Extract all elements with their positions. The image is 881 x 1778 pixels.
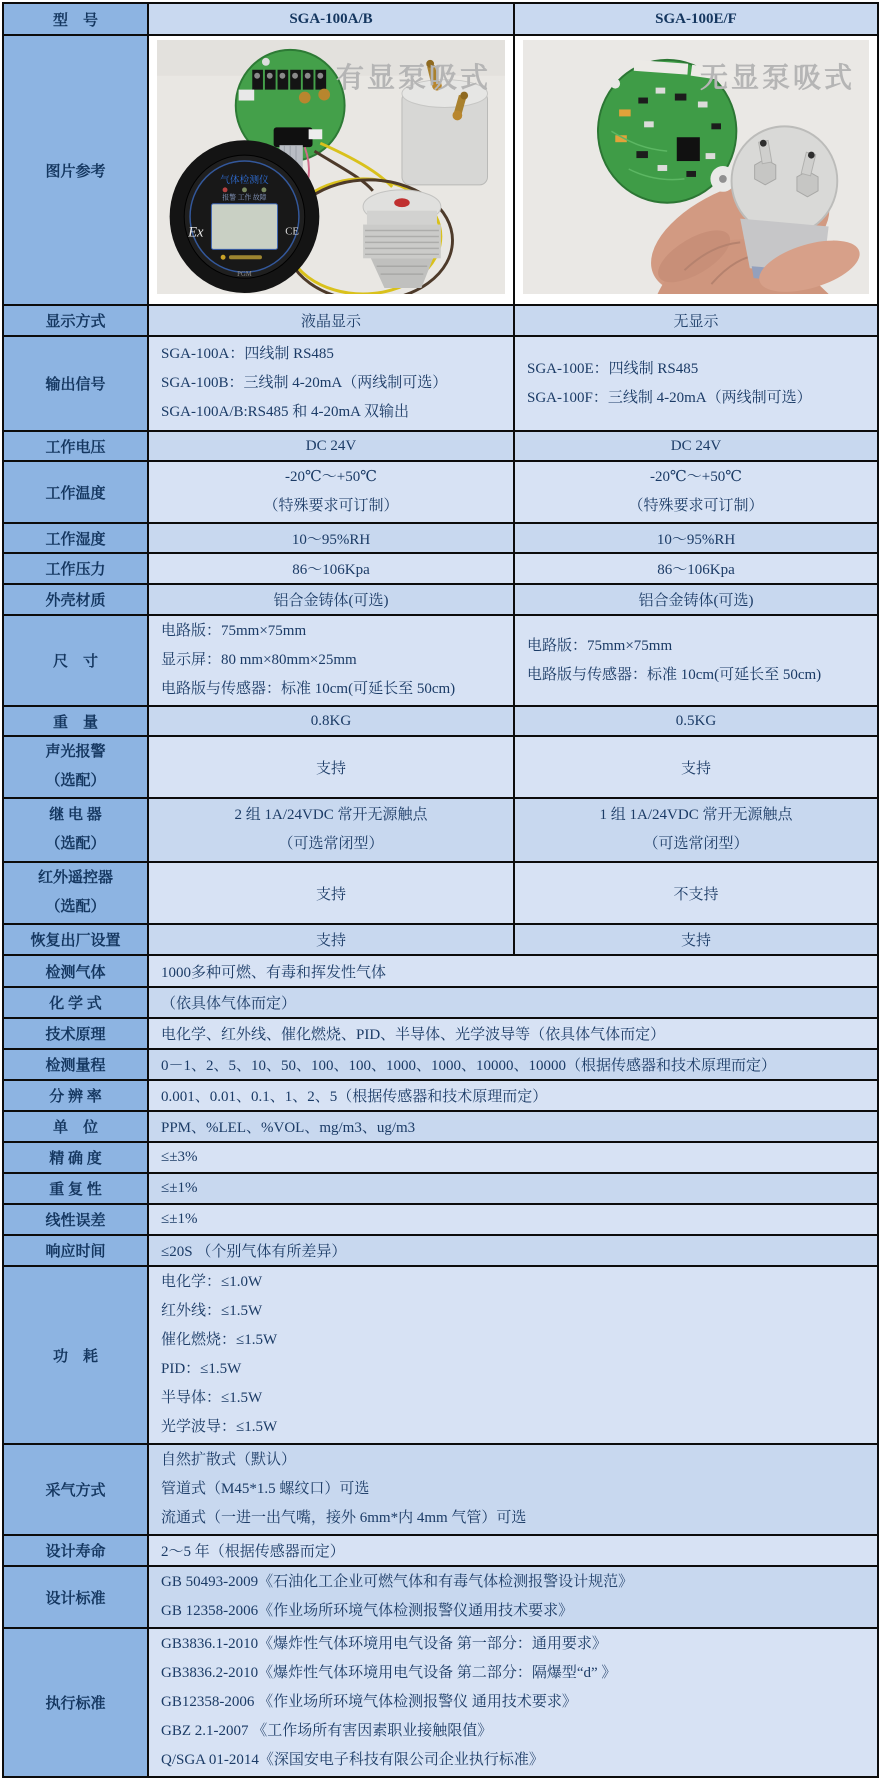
row-label: 功 耗 [3,1266,148,1444]
row-unit [3,1111,878,1142]
value-left: 0.8KG [148,706,514,736]
value-left: 支持 [148,924,514,955]
row-label: 精 确 度 [3,1142,148,1173]
ce-mark: CE [285,225,299,238]
cell-line: GB3836.1-2010《爆炸性气体环境用电气设备 第一部分：通用要求》 [161,1636,607,1652]
row-label: 单 位 [3,1111,148,1142]
model-left: SGA-100A/B [148,3,514,35]
row-chemical-formula [3,987,878,1018]
row-label: 线性误差 [3,1204,148,1235]
value-left [148,615,514,706]
cell-line: （选配） [45,773,106,789]
cell-line: （特殊要求可订制） [263,498,399,514]
value-left: 铝合金铸体(可选) [148,584,514,615]
value-full: PPM、%LEL、%VOL、mg/m3、ug/m3 [148,1111,878,1142]
cell-line: 电路版与传感器：标准 10cm(可延长至 50cm) [527,666,822,683]
row-label: 检测气体 [3,955,148,987]
row-label: 响应时间 [3,1235,148,1266]
cell-line: SGA-100F：三线制 4-20mA（两线制可选） [527,389,812,406]
value-right: 无显示 [514,305,878,336]
row-working-humidity [3,523,878,553]
pgm-label: PGM [237,271,252,279]
cell-line: 电路版与传感器：标准 10cm(可延长至 50cm) [161,681,456,697]
row-label: 工作电压 [3,431,148,461]
cell-line: SGA-100A：四线制 RS485 [161,346,334,362]
row-display-mode [3,305,878,336]
value-left: 液晶显示 [148,305,514,336]
value-right: 10～95%RH [514,523,878,553]
value-right: 不支持 [514,862,878,924]
row-label: 执行标准 [3,1628,148,1777]
row-design-life [3,1535,878,1566]
cell-line: 管道式（M45*1.5 螺纹口）可选 [161,1481,370,1497]
cell-line: SGA-100A/B:RS485 和 4-20mA 双输出 [161,404,409,420]
cell-line: -20℃～+50℃ [649,469,742,485]
row-working-pressure [3,553,878,584]
row-label [3,862,148,924]
cell-line: GB12358-2006 《作业场所环境气体检测报警仪 通用技术要求》 [161,1694,577,1710]
row-label: 恢复出厂设置 [3,924,148,955]
cell-line: 电化学：≤1.0W [161,1274,263,1290]
cell-line: 1 组 1A/24VDC 常开无源触点 [599,807,793,823]
cell-line: 光学波导：≤1.5W [161,1419,278,1435]
row-execution-standard [3,1628,878,1777]
row-detection-range [3,1049,878,1080]
row-dimensions [3,615,878,706]
row-output-signal [3,336,878,431]
cell-line: 继 电 器 [49,807,102,823]
value-full: ≤20S （个别气体有所差异） [148,1235,878,1266]
cell-line: GB 12358-2006《作业场所环境气体检测报警仪通用技术要求》 [161,1603,574,1619]
row-label: 化 学 式 [3,987,148,1018]
value-full: 1000多种可燃、有毒和挥发性气体 [148,955,878,987]
row-power-consumption [3,1266,878,1444]
product-photo-cell-left [148,35,514,305]
cell-line: 电路版：75mm×75mm [527,637,673,654]
ex-mark: Ex [188,224,204,241]
watermark-right: 无显泵吸式 [699,63,855,94]
value-right [514,615,878,706]
value-full: （依具体气体而定） [148,987,878,1018]
value-left: 支持 [148,736,514,798]
cell-line: 红外遥控器 [37,870,113,886]
row-weight [3,706,878,736]
row-ir-remote [3,862,878,924]
value-full [148,1566,878,1628]
value-full [148,1266,878,1444]
row-technology [3,1018,878,1049]
row-accuracy [3,1142,878,1173]
value-full: 电化学、红外线、催化燃烧、PID、半导体、光学波导等（依具体气体而定） [148,1018,878,1049]
cell-line: （选配） [45,899,106,915]
model-right: SGA-100E/F [514,3,878,35]
row-label: 工作压力 [3,553,148,584]
product-photo-sga100ef [523,40,869,294]
cell-line: GB 50493-2009《石油化工企业可燃气体和有毒气体检测报警设计规范》 [161,1574,634,1590]
row-label: 外壳材质 [3,584,148,615]
row-label: 重 量 [3,706,148,736]
row-relay [3,798,878,862]
row-response-time [3,1235,878,1266]
value-full: ≤±1% [148,1173,878,1204]
header-label: 型 号 [3,3,148,35]
value-left: DC 24V [148,431,514,461]
cell-line: GB3836.2-2010《爆炸性气体环境用电气设备 第二部分：隔爆型“d” 》 [161,1665,617,1681]
value-right: 支持 [514,736,878,798]
product-photo-sga100ab [157,40,505,294]
spec-table [2,2,879,1778]
cell-line: 电路版：75mm×75mm [161,623,307,639]
row-label: 工作温度 [3,461,148,523]
cell-line: 半导体：≤1.5W [161,1390,263,1406]
value-right: 86～106Kpa [514,553,878,584]
value-full [148,1628,878,1777]
value-full: 2～5 年（根据传感器而定） [148,1535,878,1566]
header-row [3,3,878,35]
row-label: 设计寿命 [3,1535,148,1566]
value-full [148,1444,878,1535]
row-shell-material [3,584,878,615]
row-label: 工作湿度 [3,523,148,553]
row-label: 设计标准 [3,1566,148,1628]
value-full: 0.001、0.01、0.1、1、2、5（根据传感器和技术原理而定） [148,1080,878,1111]
value-left [148,461,514,523]
value-left: 10～95%RH [148,523,514,553]
row-label: 分 辨 率 [3,1080,148,1111]
detector-graphic [170,140,320,293]
cell-line: 声光报警 [45,744,106,760]
cell-line: 2 组 1A/24VDC 常开无源触点 [234,807,428,823]
value-full: ≤±3% [148,1142,878,1173]
cell-line: 流通式（一进一出气嘴，接外 6mm*内 4mm 气管）可选 [161,1510,527,1526]
detector-led-labels: 报警 工作 故障 [222,194,267,202]
row-factory-reset [3,924,878,955]
row-linearity-error [3,1204,878,1235]
cell-line: 催化燃烧：≤1.5W [161,1332,278,1348]
image-row [3,35,878,305]
row-label: 输出信号 [3,336,148,431]
value-left [148,798,514,862]
product-photo-cell-right [514,35,878,305]
cell-line: SGA-100E：四线制 RS485 [527,360,699,377]
value-right [514,461,878,523]
cell-line: -20℃～+50℃ [284,469,377,485]
cell-line: （特殊要求可订制） [628,498,764,514]
detector-screen-title: 气体检测仪 [220,174,269,186]
cell-line: GBZ 2.1-2007 《工作场所有害因素职业接触限值》 [161,1723,493,1739]
cell-line: Q/SGA 01-2014《深国安电子科技有限公司企业执行标准》 [161,1752,544,1768]
watermark-left: 有显泵吸式 [335,63,491,94]
value-full: ≤±1% [148,1204,878,1235]
cell-line: 自然扩散式（默认） [161,1452,297,1468]
row-label: 尺 寸 [3,615,148,706]
row-working-temperature [3,461,878,523]
row-label: 显示方式 [3,305,148,336]
row-detected-gas [3,955,878,987]
value-right: 铝合金铸体(可选) [514,584,878,615]
row-label: 重 复 性 [3,1173,148,1204]
value-left: 支持 [148,862,514,924]
image-row-label: 图片参考 [3,35,148,305]
value-left: 86～106Kpa [148,553,514,584]
cell-line: 红外线：≤1.5W [161,1303,263,1319]
row-resolution [3,1080,878,1111]
value-full: 0－1、2、5、10、50、100、100、1000、1000、10000、10000（根据传感器和技术原理而定） [148,1049,878,1080]
cell-line: （选配） [45,836,106,852]
cell-line: PID：≤1.5W [161,1361,242,1377]
cell-line: SGA-100B：三线制 4-20mA（两线制可选） [161,375,448,391]
row-working-voltage [3,431,878,461]
row-label [3,736,148,798]
row-label: 技术原理 [3,1018,148,1049]
row-sampling-method [3,1444,878,1535]
row-label [3,798,148,862]
row-design-standard [3,1566,878,1628]
value-right: 0.5KG [514,706,878,736]
cell-line: 显示屏：80 mm×80mm×25mm [161,652,357,668]
value-left [148,336,514,431]
row-label: 检测量程 [3,1049,148,1080]
value-right [514,336,878,431]
row-label: 采气方式 [3,1444,148,1535]
value-right: DC 24V [514,431,878,461]
cell-line: （可选常闭型） [278,836,384,852]
value-right [514,798,878,862]
row-audible-alarm [3,736,878,798]
row-repeatability [3,1173,878,1204]
value-right: 支持 [514,924,878,955]
cell-line: （可选常闭型） [643,836,749,852]
